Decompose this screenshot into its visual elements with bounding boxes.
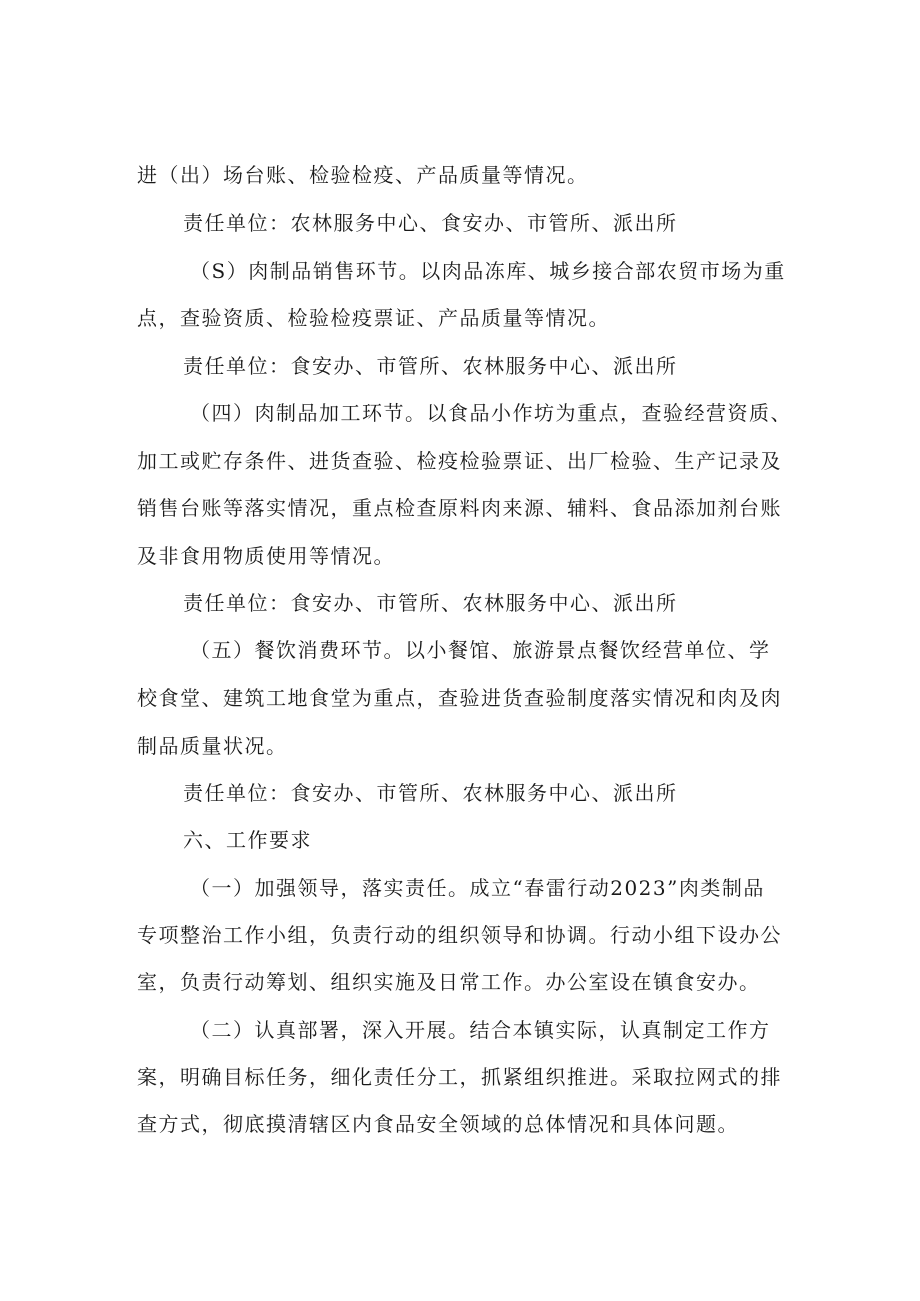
responsibility-line: 责任单位：食安办、市管所、农林服务中心、派出所 [183,354,678,378]
section-heading: 六、工作要求 [183,828,312,852]
responsibility-line: 责任单位：食安办、市管所、农林服务中心、派出所 [183,781,678,805]
paragraph-line: 加工或贮存条件、进货查验、检疫检验票证、出厂检验、生产记录及 [137,449,782,473]
paragraph-line: （二）认真部署，深入开展。结合本镇实际，认真制定工作方 [190,1018,771,1042]
paragraph-line: 校食堂、建筑工地食堂为重点，查验进货查验制度落实情况和肉及肉 [137,686,782,710]
paragraph-line: （四）肉制品加工环节。以食品小作坊为重点，查验经营资质、 [190,401,792,425]
paragraph-line: 室，负责行动筹划、组织实施及日常工作。办公室设在镇食安办。 [137,970,761,994]
paragraph-line: 制品质量状况。 [137,734,288,758]
paragraph-line: （一）加强领导，落实责任。成立“春雷行动2023”肉类制品 [190,876,765,900]
paragraph-line: （S）肉制品销售环节。以肉品冻库、城乡接合部农贸市场为重 [190,259,786,283]
paragraph-line: 进（出）场台账、检验检疫、产品质量等情况。 [137,163,589,187]
responsibility-line: 责任单位：食安办、市管所、农林服务中心、派出所 [183,591,678,615]
paragraph-line: 及非食用物质使用等情况。 [137,544,395,568]
paragraph-line: （五）餐饮消费环节。以小餐馆、旅游景点餐饮经营单位、学 [190,638,771,662]
paragraph-line: 案，明确目标任务，细化责任分工，抓紧组织推进。采取拉网式的排 [137,1065,782,1089]
responsibility-line: 责任单位：农林服务中心、食安办、市管所、派出所 [183,211,678,235]
paragraph-line: 专项整治工作小组，负责行动的组织领导和协调。行动小组下设办公 [137,923,782,947]
paragraph-line: 点，查验资质、检验检疫票证、产品质量等情况。 [137,306,610,330]
paragraph-line: 销售台账等落实情况，重点检查原料肉来源、辅料、食品添加剂台账 [137,496,782,520]
paragraph-line: 查方式，彻底摸清辖区内食品安全领域的总体情况和具体问题。 [137,1112,739,1136]
